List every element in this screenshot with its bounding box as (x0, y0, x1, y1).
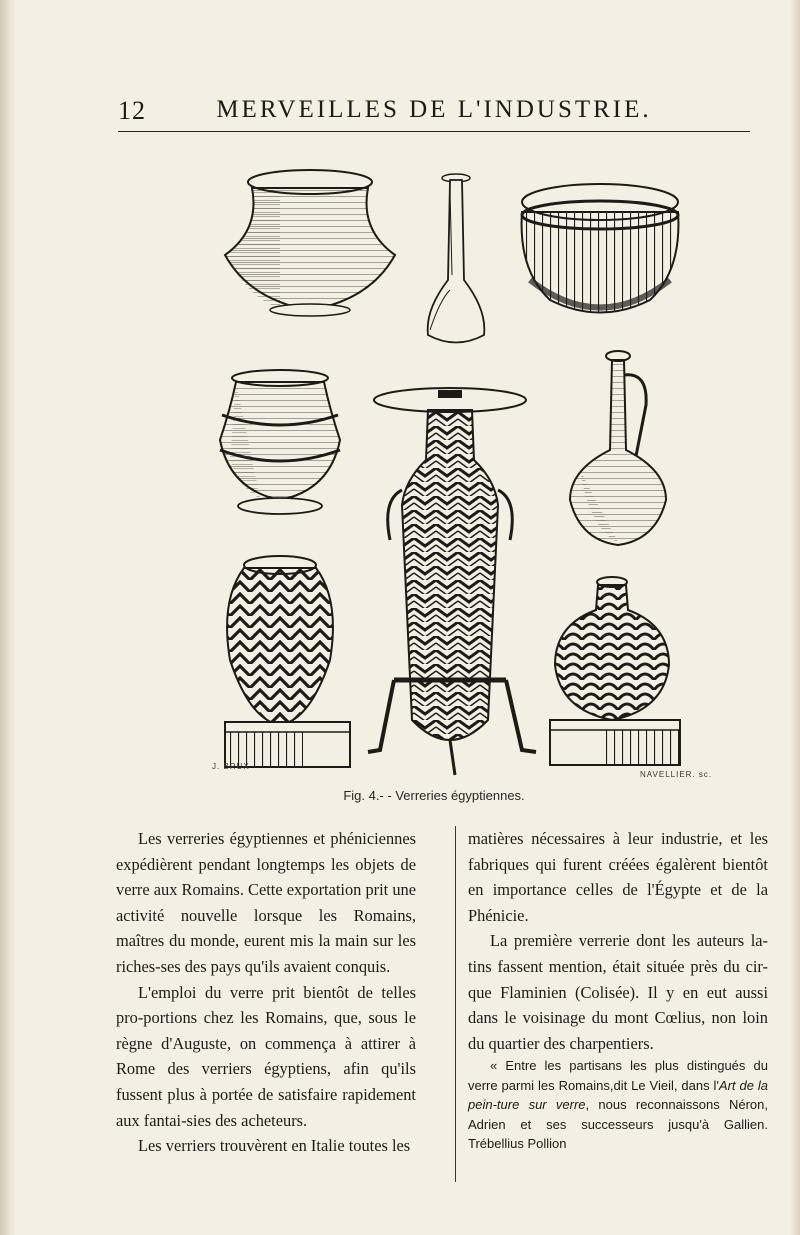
page-left-edge (0, 0, 16, 1235)
engraver-right-signature: NAVELLIER. sc. (640, 770, 713, 779)
paragraph: Les verriers trouvèrent en Italie toutes les (138, 1136, 411, 1156)
footnote (468, 1056, 768, 1154)
ribbed-bowl (522, 184, 679, 313)
feather-flask (550, 577, 680, 765)
running-title: MERVEILLES DE L'INDUSTRIE. (216, 96, 652, 123)
column-divider (455, 826, 456, 1182)
tall-bottle (428, 174, 485, 343)
header-rule (118, 131, 750, 132)
engraving-plate (150, 160, 690, 780)
page-number: 12 (118, 96, 146, 125)
right-column (468, 826, 768, 1154)
paragraph: matières nécessaires à leur industrie, et les fabriques qui furent créées égalèrent bientôt en importance celles de l'Égypte et de la Phénicie. (468, 829, 768, 925)
squat-vase (225, 170, 395, 316)
figure-caption: Fig. 4.- - Verreries égyptiennes. (343, 788, 525, 803)
paragraph: Les verreries égyptiennes et phéniciennes expédièrent pendant longtemps les objets de verre aux Romains. Cette exportation prit une activité nouvelle lorsque les Romains, maîtres du monde, eurent mis la main sur les riches-ses des pays qu'ils avaient conquis. (116, 829, 416, 976)
paragraph: La première verrerie dont les auteurs la-tins fassent mention, était située près du cir-que Flaminien (Colisée). Il y en eut aussi dans le voisinage du mont Cœlius, non loin du quartier des charpentiers. (468, 931, 768, 1053)
page-header (118, 96, 750, 132)
footnote-text: « Entre les partisans les plus distingués du verre parmi les Romains,dit Le Vieil, dans l' (468, 1058, 768, 1093)
handled-jug (570, 351, 666, 545)
page-right-edge (790, 0, 800, 1235)
zigzag-jar (225, 556, 350, 767)
engraver-left-signature: J. BRUX (212, 762, 250, 771)
left-column (116, 826, 416, 1159)
chevron-amphora (368, 388, 536, 775)
vases-illustration (150, 160, 690, 780)
footnote-title: Art de la pein-ture sur verre (468, 1077, 768, 1113)
paragraph: L'emploi du verre prit bientôt de telles pro-portions chez les Romains, que, sous le règne d'Auguste, on commença à attirer à Rome des verriers égyptiens, afin qu'ils fussent plus à portée de satisfaire rapidement aux fantai-sies des acheteurs. (116, 982, 416, 1130)
footnote-text: , nous reconnaissons Néron, Adrien et ses successeurs jusqu'à Gallien. Trébellius Pollion (468, 1097, 768, 1152)
banded-jar (220, 370, 340, 514)
